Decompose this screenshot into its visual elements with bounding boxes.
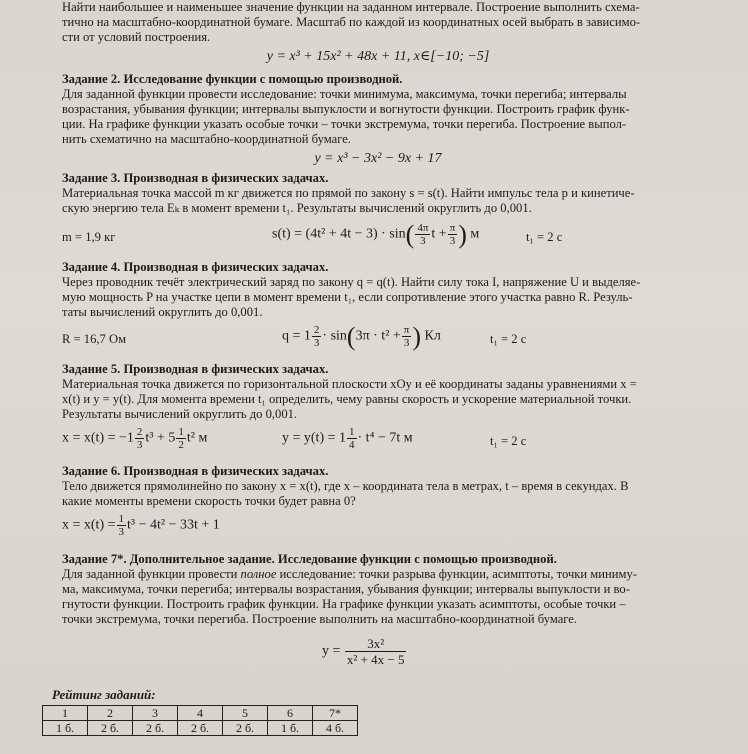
task6-formula: x = x(t) = $\frac{1}{3}$ t³ − 4t² − 33t + 1	[62, 513, 220, 538]
task3-mass: m = 1,9 кг	[62, 230, 116, 244]
rating-points-cell: 1 б.	[43, 721, 88, 736]
rating-points-cell: 2 б.	[88, 721, 133, 736]
rating-points-cell: 2 б.	[223, 721, 268, 736]
task6: Задание 6. Производная в физических задачах. Тело движется прямолинейно по закону x = x(t), где x – координата тела в метрах, t – время в секундах. В какие моменты времени скорость точки будет равна 0?	[62, 464, 694, 509]
task3-formula: s(t) = (4t² + 4t − 3) · sin( $\frac{4\pi}{3}$ t + $\frac{\pi}{3}$ ) м	[272, 220, 480, 249]
rating-task-cell: 3	[133, 706, 178, 721]
task4-time: t₁ = 2 с	[490, 332, 527, 346]
task3-title: Задание 3. Производная в физических задачах.	[62, 171, 329, 185]
rating-task-cell: 1	[43, 706, 88, 721]
rating-points-cell: 1 б.	[268, 721, 313, 736]
rating-title: Рейтинг заданий:	[52, 687, 156, 702]
task2: Задание 2. Исследование функции с помощью производной. Для заданной функции провести исследование: точки минимума, максимума, точки перегиба; интервалы возрастания, убывания функции; интервалы выпуклости и вогнутости функции. Построить график функ- ции. На графике функции указать особые точки – точки экстремума, точки перегиба. Построение выпол- нить схематично на масштабно-координатной бумаге.	[62, 72, 694, 147]
task7-formula: y = $\frac{\text{3x²}}{\text{x² + 4x − 5}}$	[322, 636, 405, 667]
rating-task-cell: 7*	[313, 706, 358, 721]
task7-title: Задание 7*. Дополнительное задание. Исследование функции с помощью производной.	[62, 552, 557, 566]
task1-text: Найти наибольшее и наименьшее значение функции на заданном интервале. Построение выполнить схема- тично на масштабно-координатной бумаге. Масштаб по каждой из координатных осей выбрать в зависимо- сти от условий построения.	[62, 0, 641, 44]
rating-points-cell: 4 б.	[313, 721, 358, 736]
task5-title: Задание 5. Производная в физических задачах.	[62, 362, 329, 376]
rating-points-row	[43, 721, 358, 736]
task4-formula: q = 1 $\frac{2}{3}$ · sin(3π · t² + $\frac{\pi}{3}$ ) Кл	[282, 322, 441, 351]
rating-task-cell: 6	[268, 706, 313, 721]
task3-time: t₁ = 2 с	[526, 230, 563, 244]
task5-formula-row	[62, 426, 702, 456]
task5-time: t₁ = 2 с	[490, 434, 527, 448]
task7: Задание 7*. Дополнительное задание. Исследование функции с помощью производной. Для заданной функции провести полное исследование: точки разрыва функции, асимптоты, точки миниму- ма, максимума, точки перегиба; интервалы возрастания, убывания функции; интервалы выпуклости и во- гнутости функции. Построить график функции. На графике функции указать асимптоты, особые точки – точки экстремума, точки перегиба. Построение выполнить на масштабно-координатной бумаге.	[62, 552, 694, 627]
task3: Задание 3. Производная в физических задачах. Материальная точка массой m кг движется по прямой по закону s = s(t). Найти импульс тела p и кинетиче- скую энергию тела Eₖ в момент времени t₁. Результаты вычислений округлить до 0,001.	[62, 171, 694, 216]
rating-task-cell: 4	[178, 706, 223, 721]
rating-points-cell: 2 б.	[133, 721, 178, 736]
task4: Задание 4. Производная в физических задачах. Через проводник течёт электрический заряд по закону q = q(t). Найти силу тока I, напряжение U и выделяе- мую мощность P на участке цепи в момент времени t₁, если сопротивление этого участка равно R. Резуль- таты вычислений округлить до 0,001.	[62, 260, 694, 320]
task6-formula-row	[62, 513, 702, 543]
rating-points-cell: 2 б.	[178, 721, 223, 736]
task2-formula: y = x³ − 3x² − 9x + 17	[314, 151, 442, 166]
task6-title: Задание 6. Производная в физических задачах.	[62, 464, 329, 478]
task1-formula: y = x³ + 15x² + 48x + 11, x∈[−10; −5]	[266, 49, 490, 64]
rating-task-cell: 2	[88, 706, 133, 721]
task5: Задание 5. Производная в физических задачах. Материальная точка движется по горизонтальной плоскости xOy и её координаты заданы уравнениями x = x(t) и y = y(t). Для момента времени t₁ определить, чему равны скорость и ускорение материальной точки. Результаты вычислений округлить до 0,001.	[62, 362, 694, 422]
task4-title: Задание 4. Производная в физических задачах.	[62, 260, 329, 274]
task5-formula-y: y = y(t) = 1 $\frac{1}{4}$ · t⁴ − 7t м	[282, 426, 413, 451]
task4-formula-row	[62, 324, 702, 354]
task2-title: Задание 2. Исследование функции с помощью производной.	[62, 72, 403, 86]
rating-task-cell: 5	[223, 706, 268, 721]
task3-formula-row	[62, 222, 702, 252]
rating-table	[42, 705, 358, 736]
task4-resistance: R = 16,7 Ом	[62, 332, 127, 346]
task7-formula-row	[62, 636, 702, 666]
rating-tasks-row	[43, 706, 358, 721]
task5-formula-x: x = x(t) = −1 $\frac{2}{3}$ t³ + 5 $\frac{1}{2}$ t² м	[62, 426, 208, 451]
